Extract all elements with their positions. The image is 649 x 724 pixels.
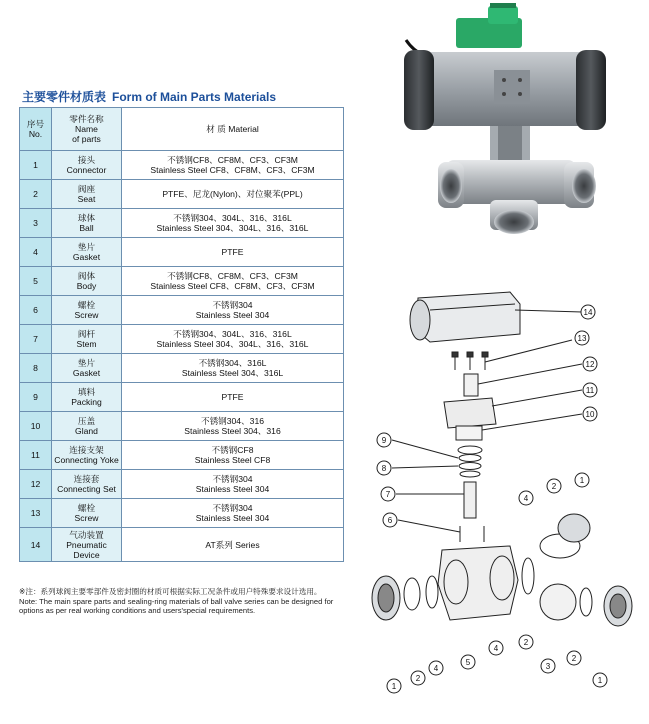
cell-name: 接头 Connector [52,151,122,180]
diagram-seat-left [404,578,420,610]
valve-body [446,160,576,204]
cell-material: 不锈钢CF8、CF8M、CF3、CF3M Stainless Steel CF8、CF8M、CF3、CF3M [122,151,344,180]
header-material: 材 质 Material [122,108,344,151]
header-name: 零件名称 Name of parts [52,108,122,151]
actuator-end-cap-left [404,50,434,130]
diagram-gasket [460,471,480,477]
diagram-stem [464,482,476,518]
callout-label: 5 [465,658,471,667]
cell-material: AT系列 Series [122,528,344,562]
actuator-end-cap-right [576,50,606,130]
cell-material: 不锈钢CF8 Stainless Steel CF8 [122,441,344,470]
callout-label: 8 [381,464,387,473]
callout-label: 9 [381,436,387,445]
cell-material: PTFE [122,383,344,412]
valve-photo [386,0,618,238]
diagram-actuator [416,292,520,342]
footnote-en: Note: The main spare parts and sealing-ring materials of ball valve series can be designed for options as per real working conditions and users'special requirements. [19,596,334,616]
cell-no: 3 [20,209,52,238]
diagram-connecting-set [464,374,478,396]
table-title-cn: 主要零件材质表 [22,90,107,104]
table-row [20,383,344,412]
cell-no: 11 [20,441,52,470]
cell-name: 垫片 Gasket [52,354,122,383]
valve-port-right [572,169,596,203]
cell-material: 不锈钢304 Stainless Steel 304 [122,499,344,528]
cell-name: 阀杆 Stem [52,325,122,354]
cell-material: PTFE、尼龙(Nylon)、对位聚苯(PPL) [122,180,344,209]
table-row [20,528,344,562]
table-row [20,470,344,499]
table-row [20,499,344,528]
cell-material: 不锈钢CF8、CF8M、CF3、CF3M Stainless Steel CF8、CF8M、CF3、CF3M [122,267,344,296]
parts-materials-table [19,107,344,562]
valve-port-left [440,169,462,203]
callout-label: 13 [577,334,587,343]
cell-name: 垫片 Gasket [52,238,122,267]
cell-material: 不锈钢304、304L、316、316L Stainless Steel 304、304L、316、316L [122,325,344,354]
footnote [19,587,349,616]
callout-label: 11 [585,386,595,395]
table-header-row [20,108,344,151]
callout-label: 2 [571,654,577,663]
cell-no: 1 [20,151,52,180]
cell-no: 13 [20,499,52,528]
footnote-cn: ※注：系列球阀主要零部件及密封圈的材质可根据实际工况条件或用户特殊要求设计选用。 [19,587,322,596]
table-row [20,441,344,470]
table-row [20,151,344,180]
table-row [20,209,344,238]
cell-no: 5 [20,267,52,296]
cell-no: 7 [20,325,52,354]
cell-no: 8 [20,354,52,383]
table-title [22,88,276,105]
cell-no: 12 [20,470,52,499]
callout-label: 10 [585,410,595,419]
table-row [20,296,344,325]
exploded-parts-diagram [360,280,649,724]
cell-name: 阀体 Body [52,267,122,296]
cell-no: 6 [20,296,52,325]
cell-name: 压盖 Gland [52,412,122,441]
valve-port-bottom [494,210,534,234]
table-row [20,267,344,296]
cell-name: 气动装置 Pneumatic Device [52,528,122,562]
table-row [20,412,344,441]
table-row [20,325,344,354]
cell-name: 连接套 Connecting Set [52,470,122,499]
callout-label: 14 [583,308,593,317]
cell-name: 螺栓 Screw [52,296,122,325]
callout-label: 12 [585,360,595,369]
solenoid-coil [488,6,518,24]
callout-label: 6 [387,516,393,525]
cell-name: 连接支架 Connecting Yoke [52,441,122,470]
cell-no: 4 [20,238,52,267]
table-row [20,238,344,267]
diagram-packing [459,463,481,470]
callout-label: 2 [523,638,529,647]
cell-name: 螺栓 Screw [52,499,122,528]
callout-label: 1 [391,682,397,691]
callout-label: 4 [493,644,499,653]
cell-material: PTFE [122,238,344,267]
table-row [20,180,344,209]
cell-no: 10 [20,412,52,441]
diagram-yoke [444,398,496,428]
cell-no: 9 [20,383,52,412]
callout-label: 2 [551,482,557,491]
diagram-gland [458,446,482,454]
cell-name: 阀座 Seat [52,180,122,209]
callout-label: 4 [523,494,529,503]
cell-name: 球体 Ball [52,209,122,238]
callout-label: 2 [415,674,421,683]
diagram-ball [540,584,576,620]
table-row [20,354,344,383]
callout-label: 1 [579,476,585,485]
cell-material: 不锈钢304、316 Stainless Steel 304、316 [122,412,344,441]
header-no: 序号 No. [20,108,52,151]
diagram-connector-bottom [558,514,590,542]
cell-no: 2 [20,180,52,209]
callout-label: 7 [385,490,391,499]
cell-material: 不锈钢304、316L Stainless Steel 304、316L [122,354,344,383]
callout-label: 1 [597,676,603,685]
cell-no: 14 [20,528,52,562]
cell-material: 不锈钢304、304L、316、316L Stainless Steel 304、304L、316、316L [122,209,344,238]
cell-name: 填料 Packing [52,383,122,412]
callout-label: 4 [433,664,439,673]
table-title-en: Form of Main Parts Materials [112,90,277,104]
callout-label: 3 [545,662,551,671]
cell-material: 不锈钢304 Stainless Steel 304 [122,470,344,499]
cell-material: 不锈钢304 Stainless Steel 304 [122,296,344,325]
